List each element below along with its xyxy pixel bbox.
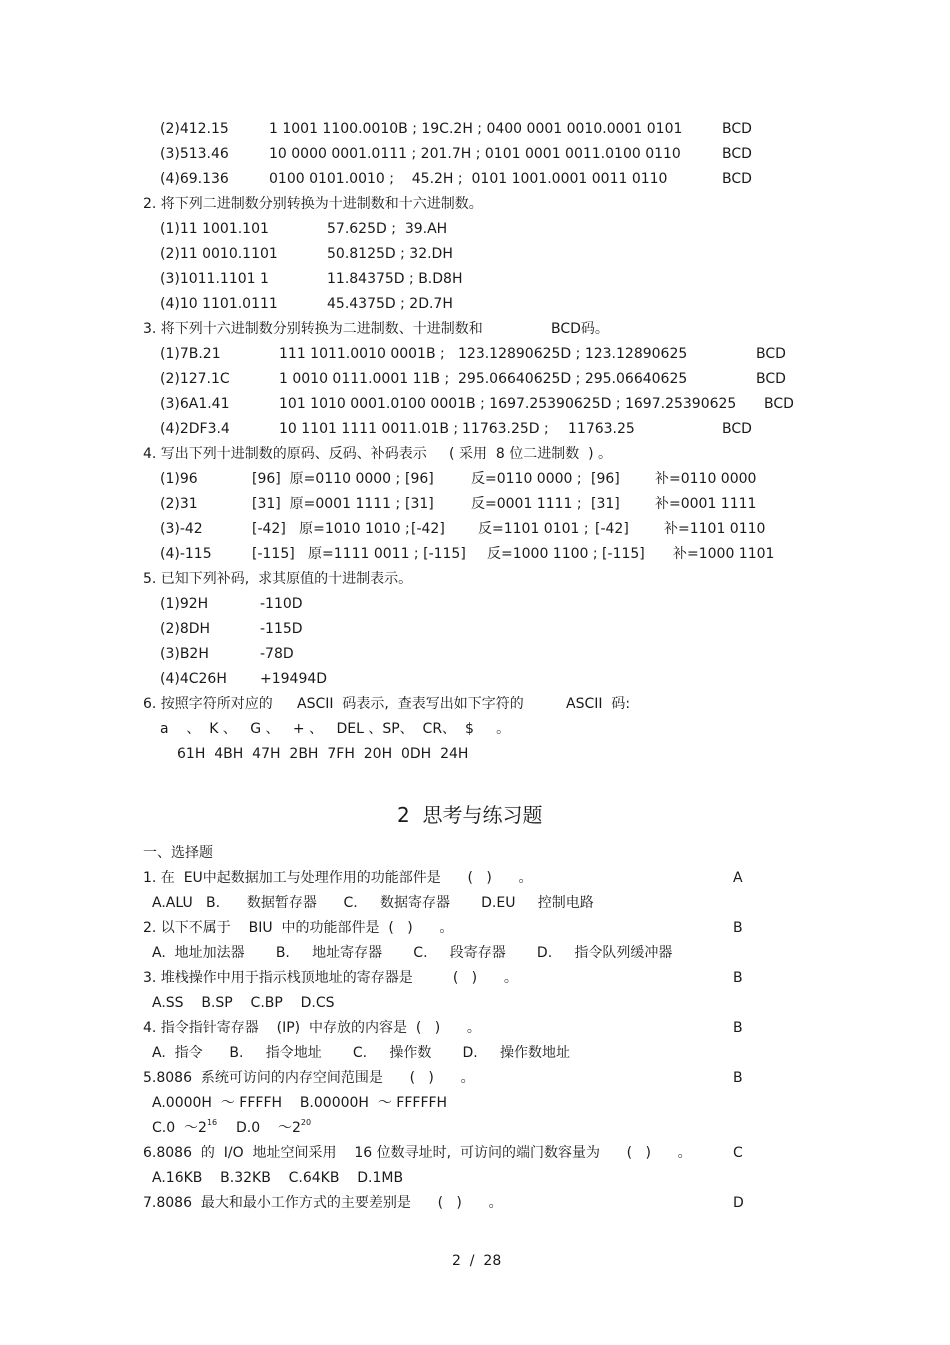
mc-1-question: 1. 在 EU中起数据加工与处理作用的功能部件是 ( ) 。 [143,870,533,886]
q4-item-2-number: (2)31 [160,496,198,512]
q6-heading-ascii-code: ASCII 码: [566,696,631,712]
q4-item-2-original: [31] 原=0001 1111 ; [252,496,401,512]
mc-3-options: A.SS B.SP C.BP D.CS [152,995,335,1011]
q1-item-2-number: (2)412.15 [160,121,229,137]
q5-item-1-number: (1)92H [160,596,209,612]
q2-item-2-answer: 50.8125D ; 32.DH [327,246,453,262]
q4-heading: 4. 写出下列十进制数的原码、反码、补码表示 ( 采用 8 位二进制数 ) 。 [143,446,613,462]
mc-2-options: A. 地址加法器 B. 地址寄存器 C. 段寄存器 D. 指令队列缓冲器 [152,945,673,961]
q3-heading-bcd: BCD码。 [551,321,609,337]
q4-item-2-twos-label: [31] [591,496,620,512]
q4-item-2-ones: 反=0001 1111 ; [471,496,582,512]
q4-item-4-ones: 反=1000 1100 ; [-115] [487,546,645,562]
mc-5-option-c-exponent: 16 [206,1118,218,1127]
section-title: 2 思考与练习题 [397,803,543,827]
q3-item-1-bcd: BCD [756,346,786,362]
mc-6-answer: C [733,1145,743,1161]
q2-item-3-answer: 11.84375D ; B.D8H [327,271,463,287]
section-subtitle: 一、选择题 [143,845,213,861]
q4-item-3-number: (3)-42 [160,521,203,537]
q1-item-3-bcd: BCD [722,146,752,162]
q3-heading: 3. 将下列十六进制数分别转换为二进制数、十进制数和 [143,321,483,337]
q4-item-3-twos-label: [-42] [595,521,629,537]
q2-item-1-answer: 57.625D ; 39.AH [327,221,448,237]
q4-item-3-ones: 反=1101 0101 ; [478,521,589,537]
mc-7-question: 7.8086 最大和最小工作方式的主要差别是 ( ) 。 [143,1195,503,1211]
q3-item-2-decimal: 295.06640625D ; 295.06640625 [458,371,688,387]
q4-item-1-twos-label: [96] [591,471,620,487]
mc-5-options: A.0000H ～ FFFFH B.00000H ～ FFFFFH [152,1095,448,1111]
mc-5-question: 5.8086 系统可访问的内存空间范围是 ( ) 。 [143,1070,475,1086]
q5-item-4-number: (4)4C26H [160,671,227,687]
q4-item-2-ones-label: [31] [405,496,434,512]
mc-1-options: A.ALU B. 数据暂存器 C. 数据寄存器 D.EU 控制电路 [152,895,594,911]
q3-item-2-binary: 1 0010 0111.0001 11B ; [279,371,450,387]
q5-item-2-answer: -115D [260,621,303,637]
q3-item-1-decimal: 123.12890625D ; 123.12890625 [458,346,688,362]
page-number: 2 / 28 [452,1253,502,1269]
q4-item-1-original: [96] 原=0110 0000 ; [252,471,401,487]
q5-item-1-answer: -110D [260,596,303,612]
mc-5-option-d-text: D.0 ～2 [236,1120,301,1136]
q6-ascii-codes: 61H 4BH 47H 2BH 7FH 20H 0DH 24H [177,746,469,762]
q5-heading: 5. 已知下列补码, 求其原值的十进制表示。 [143,571,413,587]
q3-item-3-answer: 101 1010 0001.0100 0001B ; 1697.25390625D ; 1697.25390625 [279,396,737,412]
q6-heading: 6. 按照字符所对应的 [143,696,273,712]
q4-item-2-twos: 补=0001 1111 [655,496,757,512]
q1-item-4-answer: 0100 0101.0010 ; 45.2H ; 0101 1001.0001 0011 0110 [269,171,668,187]
q4-item-1-ones-label: [96] [405,471,434,487]
mc-4-options: A. 指令 B. 指令地址 C. 操作数 D. 操作数地址 [152,1045,570,1061]
q4-item-3-original: [-42] 原=1010 1010 ; [252,521,410,537]
q4-item-3-ones-label: [-42] [411,521,445,537]
q1-item-3-number: (3)513.46 [160,146,229,162]
q5-item-2-number: (2)8DH [160,621,211,637]
q2-item-4-number: (4)10 1101.0111 [160,296,278,312]
mc-5-option-d-exponent: 20 [300,1118,312,1127]
q3-item-1-binary: 111 1011.0010 0001B ; [279,346,445,362]
q3-item-4-decimal-value: 11763.25 [568,421,635,437]
q3-item-4-binary: 10 1101 1111 0011.01B ; [279,421,459,437]
mc-2-question: 2. 以下不属于 BIU 中的功能部件是 ( ) 。 [143,920,454,936]
q5-item-3-number: (3)B2H [160,646,209,662]
q3-item-4-decimal: 11763.25D ; [462,421,549,437]
q1-item-2-answer: 1 1001 1100.0010B ; 19C.2H ; 0400 0001 0010.0001 0101 [269,121,683,137]
mc-4-answer: B [733,1020,743,1036]
q1-item-3-answer: 10 0000 0001.0111 ; 201.7H ; 0101 0001 0011.0100 0110 [269,146,681,162]
q5-item-3-answer: -78D [260,646,294,662]
q2-heading: 2. 将下列二进制数分别转换为十进制数和十六进制数。 [143,196,483,212]
mc-6-options: A.16KB B.32KB C.64KB D.1MB [152,1170,404,1186]
q2-item-2-number: (2)11 0010.1101 [160,246,278,262]
q3-item-4-number: (4)2DF3.4 [160,421,230,437]
q4-item-4-number: (4)-115 [160,546,212,562]
q5-item-4-answer: +19494D [260,671,328,687]
q3-item-2-number: (2)127.1C [160,371,230,387]
q4-item-3-twos: 补=1101 0110 [664,521,766,537]
mc-4-question: 4. 指令指针寄存器 (IP) 中存放的内容是 ( ) 。 [143,1020,481,1036]
q3-item-4-bcd: BCD [722,421,752,437]
q4-item-4-original: [-115] 原=1111 0011 ; [-115] [252,546,466,562]
mc-5-option-c [152,1119,217,1137]
q6-heading-ascii: ASCII 码表示, 查表写出如下字符的 [297,696,524,712]
q1-item-4-number: (4)69.136 [160,171,229,187]
q4-item-1-ones: 反=0110 0000 ; [471,471,582,487]
q2-item-3-number: (3)1011.1101 1 [160,271,269,287]
q3-item-3-number: (3)6A1.41 [160,396,230,412]
mc-6-question: 6.8086 的 I/O 地址空间采用 16 位数寻址时, 可访问的端门数容量为 ( ) 。 [143,1145,692,1161]
mc-5-option-c-text: C.0 ～2 [152,1120,207,1136]
q4-item-4-twos: 补=1000 1101 [673,546,775,562]
mc-3-answer: B [733,970,743,986]
q4-item-1-number: (1)96 [160,471,198,487]
mc-7-answer: D [733,1195,744,1211]
q3-item-3-bcd: BCD [764,396,794,412]
q2-item-1-number: (1)11 1001.101 [160,221,269,237]
q1-item-4-bcd: BCD [722,171,752,187]
q2-item-4-answer: 45.4375D ; 2D.7H [327,296,453,312]
mc-5-answer: B [733,1070,743,1086]
mc-3-question: 3. 堆栈操作中用于指示栈顶地址的寄存器是 ( ) 。 [143,970,518,986]
q1-item-2-bcd: BCD [722,121,752,137]
q6-characters: a 、 K 、 G 、 + 、 DEL 、SP、 CR、 $ 。 [160,721,511,737]
q3-item-1-number: (1)7B.21 [160,346,221,362]
q3-item-2-bcd: BCD [756,371,786,387]
mc-5-option-d [236,1119,311,1137]
mc-1-answer: A [733,870,743,886]
mc-2-answer: B [733,920,743,936]
q4-item-1-twos: 补=0110 0000 [655,471,757,487]
